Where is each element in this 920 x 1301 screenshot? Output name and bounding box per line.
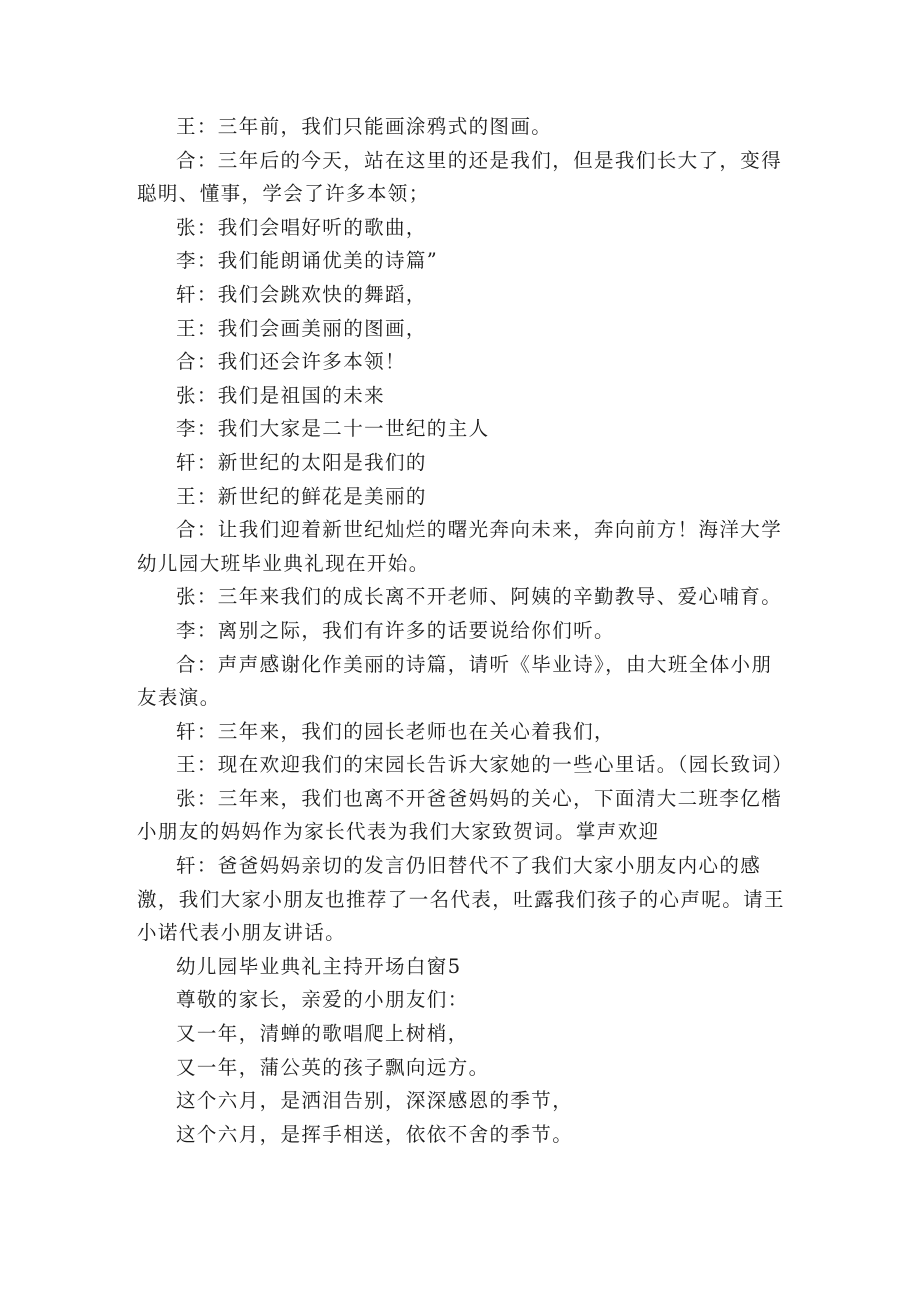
- paragraph: 李：我们能朗诵优美的诗篇”: [176, 249, 439, 273]
- paragraph: 合：让我们迎着新世纪灿烂的曙光奔向未来，奔向前方！海洋大学幼儿园大班毕业典礼现在开始。: [137, 518, 783, 575]
- paragraph: 又一年，清蝉的歌唱爬上树梢，: [176, 1022, 469, 1046]
- paragraph: 合：声声感谢化作美丽的诗篇，请听《毕业诗》，由大班全体小朋友表演。: [137, 652, 773, 710]
- paragraph: 合：我们还会许多本领！: [176, 350, 406, 374]
- section-title: 幼儿园毕业典礼主持开场白窗5: [176, 954, 462, 978]
- paragraph: 轩：我们会跳欢快的舞蹈，: [176, 282, 427, 306]
- paragraph: 张：三年来我们的成长离不开老师、阿姨的辛勤教导、爱心哺育。: [176, 585, 783, 609]
- paragraph: 王：三年前，我们只能画涂鸦式的图画。: [176, 115, 553, 138]
- paragraph: 尊敬的家长，亲爱的小朋友们：: [176, 988, 469, 1012]
- paragraph: 张：我们是祖国的未来: [176, 383, 386, 407]
- paragraph: 轩：新世纪的太阳是我们的: [176, 450, 427, 474]
- paragraph: 王：新世纪的鲜花是美丽的: [176, 484, 427, 508]
- paragraph: 这个六月，是洒泪告别，深深感恩的季节，: [176, 1089, 574, 1113]
- paragraph: 轩：爸爸妈妈亲切的发言仍旧替代不了我们大家小朋友内心的感激，我们大家小朋友也推荐了一名代表，吐露我们孩子的心声呢。请王小诺代表小朋友讲话。: [137, 854, 785, 945]
- paragraph: 张：三年来，我们也离不开爸爸妈妈的关心，下面清大二班李亿楷小朋友的妈妈作为家长代表为我们大家致贺词。掌声欢迎: [137, 786, 783, 844]
- paragraph: 李：我们大家是二十一世纪的主人: [176, 417, 490, 441]
- paragraph: 王：我们会画美丽的图画，: [176, 316, 427, 340]
- document-body: [137, 110, 794, 1151]
- paragraph: 张：我们会唱好听的歌曲，: [176, 215, 427, 239]
- paragraph: 轩：三年来，我们的园长老师也在关心着我们，: [176, 719, 615, 743]
- paragraph: 王：现在欢迎我们的宋园长告诉大家她的一些心里话。（园长致词）: [176, 753, 794, 777]
- paragraph: 合：三年后的今天，站在这里的还是我们，但是我们长大了，变得聪明、懂事，学会了许多本领；: [137, 148, 783, 206]
- paragraph: 又一年，蒲公英的孩子飘向远方。: [176, 1055, 490, 1079]
- paragraph: 李：离别之际，我们有许多的话要说给你们听。: [176, 618, 615, 642]
- paragraph: 这个六月，是挥手相送，依依不舍的季节。: [176, 1122, 574, 1146]
